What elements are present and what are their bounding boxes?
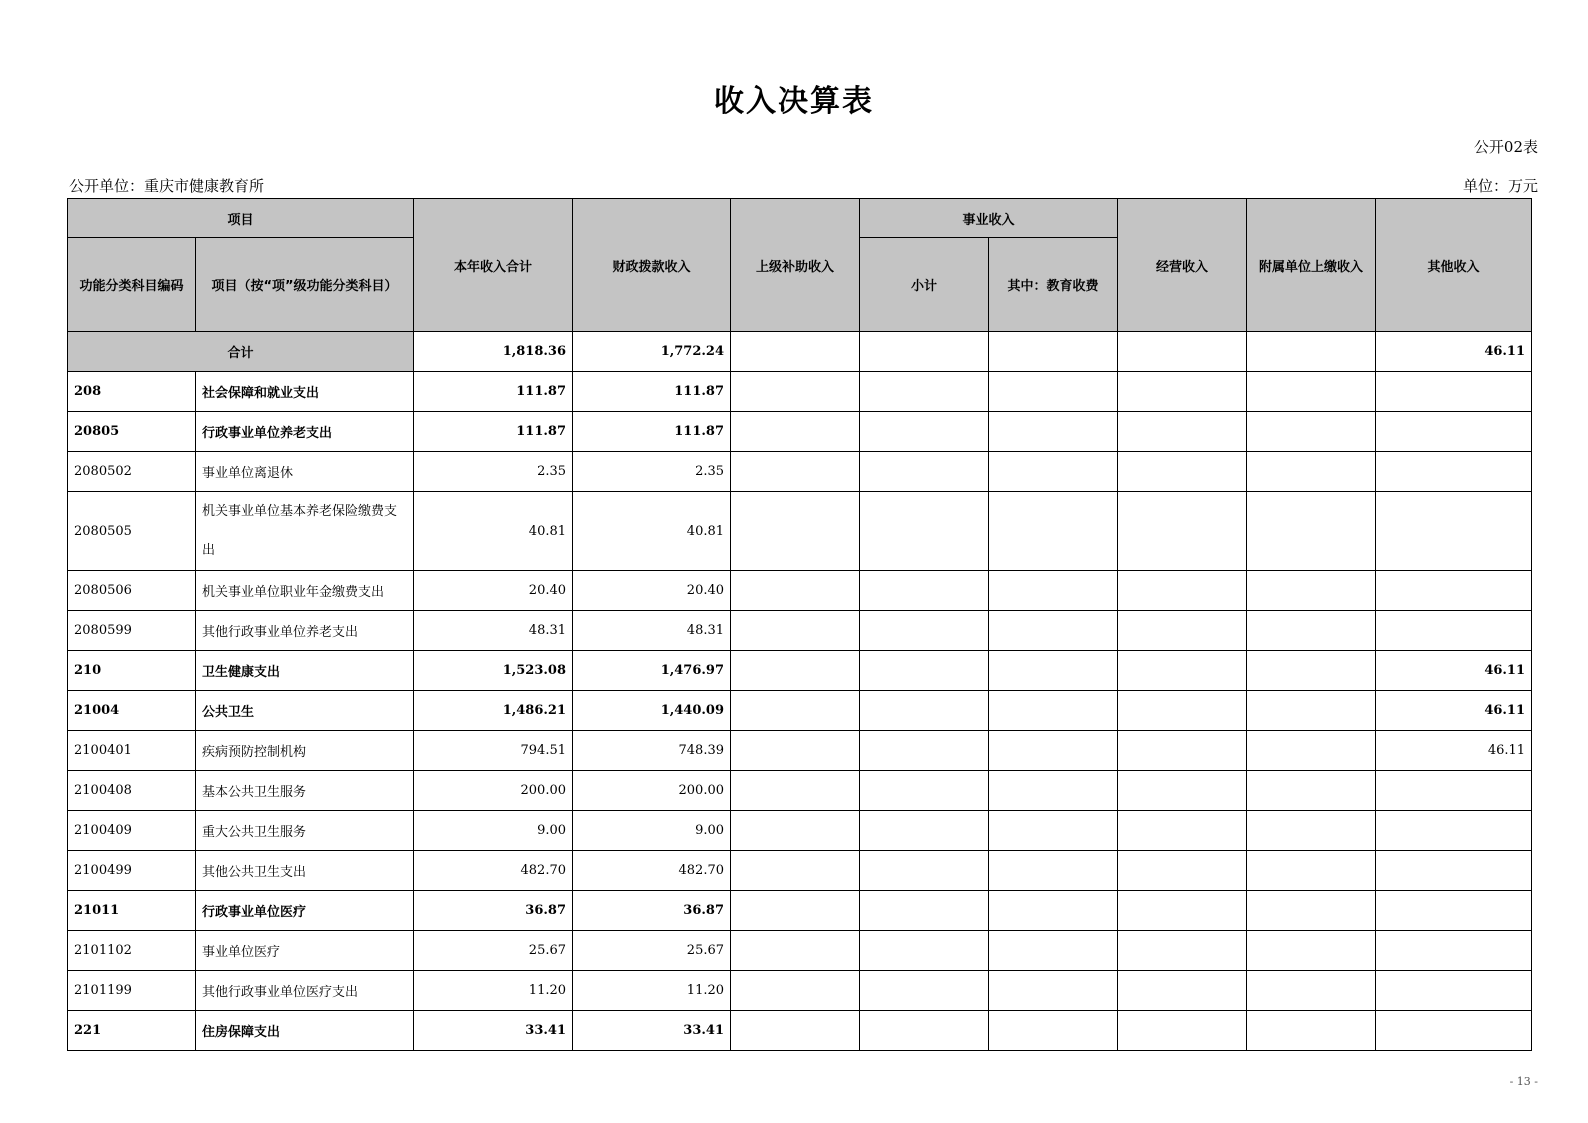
cell-total: 9.00 — [414, 811, 573, 851]
cell-name: 其他行政事业单位养老支出 — [196, 611, 414, 651]
table-header — [68, 199, 1532, 332]
cell-operating — [1118, 651, 1247, 691]
table-row — [68, 811, 1532, 851]
cell-affiliated — [1247, 492, 1376, 571]
cell-total: 2.35 — [414, 452, 573, 492]
total-cell-operating — [1118, 332, 1247, 372]
cell-name: 卫生健康支出 — [196, 651, 414, 691]
cell-code: 210 — [68, 651, 196, 691]
cell-code: 2101102 — [68, 931, 196, 971]
cell-other — [1376, 891, 1532, 931]
table-row — [68, 1011, 1532, 1051]
cell-operating — [1118, 851, 1247, 891]
header-education: 其中：教育收费 — [989, 238, 1118, 332]
cell-code: 2100409 — [68, 811, 196, 851]
cell-other — [1376, 811, 1532, 851]
cell-superior — [731, 492, 860, 571]
cell-name: 社会保障和就业支出 — [196, 372, 414, 412]
cell-total: 111.87 — [414, 372, 573, 412]
cell-fiscal: 48.31 — [573, 611, 731, 651]
cell-education — [989, 571, 1118, 611]
cell-affiliated — [1247, 1011, 1376, 1051]
total-cell-fiscal: 1,772.24 — [573, 332, 731, 372]
cell-operating — [1118, 811, 1247, 851]
cell-affiliated — [1247, 771, 1376, 811]
cell-fiscal: 111.87 — [573, 372, 731, 412]
cell-education — [989, 851, 1118, 891]
header-business: 事业收入 — [860, 199, 1118, 238]
total-cell-other: 46.11 — [1376, 332, 1532, 372]
cell-education — [989, 452, 1118, 492]
header-subtotal: 小计 — [860, 238, 989, 332]
cell-affiliated — [1247, 651, 1376, 691]
cell-total: 36.87 — [414, 891, 573, 931]
cell-code: 2080502 — [68, 452, 196, 492]
cell-education — [989, 731, 1118, 771]
income-table — [67, 198, 1532, 1051]
header-item: 项目 — [68, 199, 414, 238]
cell-code: 2080506 — [68, 571, 196, 611]
cell-subtotal — [860, 971, 989, 1011]
cell-code: 2100408 — [68, 771, 196, 811]
cell-fiscal: 482.70 — [573, 851, 731, 891]
table-row — [68, 771, 1532, 811]
cell-other — [1376, 931, 1532, 971]
cell-affiliated — [1247, 851, 1376, 891]
cell-name: 重大公共卫生服务 — [196, 811, 414, 851]
cell-superior — [731, 651, 860, 691]
cell-name: 其他公共卫生支出 — [196, 851, 414, 891]
cell-operating — [1118, 731, 1247, 771]
header-affiliated: 附属单位上缴收入 — [1247, 199, 1376, 332]
total-cell-affiliated — [1247, 332, 1376, 372]
cell-total: 1,523.08 — [414, 651, 573, 691]
cell-code: 221 — [68, 1011, 196, 1051]
cell-name: 其他行政事业单位医疗支出 — [196, 971, 414, 1011]
cell-subtotal — [860, 771, 989, 811]
cell-subtotal — [860, 651, 989, 691]
cell-fiscal: 33.41 — [573, 1011, 731, 1051]
table-row — [68, 651, 1532, 691]
table-row — [68, 891, 1532, 931]
cell-education — [989, 971, 1118, 1011]
page-title: 收入决算表 — [714, 84, 874, 119]
cell-affiliated — [1247, 571, 1376, 611]
cell-subtotal — [860, 412, 989, 452]
cell-operating — [1118, 1011, 1247, 1051]
cell-subtotal — [860, 571, 989, 611]
cell-operating — [1118, 931, 1247, 971]
cell-name: 行政事业单位养老支出 — [196, 412, 414, 452]
cell-subtotal — [860, 691, 989, 731]
cell-other: 46.11 — [1376, 731, 1532, 771]
cell-fiscal: 1,476.97 — [573, 651, 731, 691]
cell-fiscal: 111.87 — [573, 412, 731, 452]
cell-total: 33.41 — [414, 1011, 573, 1051]
cell-operating — [1118, 571, 1247, 611]
cell-name: 疾病预防控制机构 — [196, 731, 414, 771]
cell-superior — [731, 1011, 860, 1051]
cell-operating — [1118, 691, 1247, 731]
cell-operating — [1118, 771, 1247, 811]
cell-operating — [1118, 452, 1247, 492]
cell-superior — [731, 571, 860, 611]
table-row — [68, 452, 1532, 492]
total-cell-education — [989, 332, 1118, 372]
cell-operating — [1118, 971, 1247, 1011]
table-row — [68, 571, 1532, 611]
cell-subtotal — [860, 492, 989, 571]
cell-affiliated — [1247, 931, 1376, 971]
cell-total: 1,486.21 — [414, 691, 573, 731]
cell-fiscal: 748.39 — [573, 731, 731, 771]
cell-fiscal: 25.67 — [573, 931, 731, 971]
cell-operating — [1118, 372, 1247, 412]
cell-code: 21004 — [68, 691, 196, 731]
cell-total: 11.20 — [414, 971, 573, 1011]
cell-total: 48.31 — [414, 611, 573, 651]
cell-name: 住房保障支出 — [196, 1011, 414, 1051]
total-cell-total: 1,818.36 — [414, 332, 573, 372]
cell-name: 行政事业单位医疗 — [196, 891, 414, 931]
table-row — [68, 971, 1532, 1011]
cell-education — [989, 611, 1118, 651]
cell-affiliated — [1247, 971, 1376, 1011]
cell-subtotal — [860, 891, 989, 931]
table-row — [68, 731, 1532, 771]
cell-affiliated — [1247, 691, 1376, 731]
table-row — [68, 611, 1532, 651]
cell-fiscal: 2.35 — [573, 452, 731, 492]
cell-other — [1376, 971, 1532, 1011]
cell-code: 2101199 — [68, 971, 196, 1011]
cell-operating — [1118, 412, 1247, 452]
cell-education — [989, 651, 1118, 691]
cell-education — [989, 931, 1118, 971]
cell-name: 事业单位医疗 — [196, 931, 414, 971]
cell-code: 208 — [68, 372, 196, 412]
cell-education — [989, 1011, 1118, 1051]
cell-name: 机关事业单位基本养老保险缴费支出 — [196, 492, 414, 571]
cell-superior — [731, 412, 860, 452]
cell-total: 25.67 — [414, 931, 573, 971]
header-name: 项目（按“项”级功能分类科目） — [196, 238, 414, 332]
cell-superior — [731, 691, 860, 731]
cell-subtotal — [860, 931, 989, 971]
cell-superior — [731, 891, 860, 931]
table-row — [68, 412, 1532, 452]
header-superior: 上级补助收入 — [731, 199, 860, 332]
header-other: 其他收入 — [1376, 199, 1532, 332]
cell-code: 21011 — [68, 891, 196, 931]
cell-total: 40.81 — [414, 492, 573, 571]
cell-education — [989, 691, 1118, 731]
cell-other — [1376, 771, 1532, 811]
unit-label: 单位：万元 — [1462, 177, 1538, 195]
header-fiscal: 财政拨款收入 — [573, 199, 731, 332]
cell-other — [1376, 611, 1532, 651]
cell-other — [1376, 1011, 1532, 1051]
cell-other: 46.11 — [1376, 691, 1532, 731]
cell-superior — [731, 452, 860, 492]
cell-superior — [731, 731, 860, 771]
cell-fiscal: 20.40 — [573, 571, 731, 611]
header-operating: 经营收入 — [1118, 199, 1247, 332]
cell-name: 公共卫生 — [196, 691, 414, 731]
cell-code: 2100401 — [68, 731, 196, 771]
cell-subtotal — [860, 731, 989, 771]
cell-operating — [1118, 611, 1247, 651]
cell-affiliated — [1247, 811, 1376, 851]
cell-education — [989, 412, 1118, 452]
cell-superior — [731, 771, 860, 811]
total-cell-subtotal — [860, 332, 989, 372]
organization-label: 公开单位：重庆市健康教育所 — [69, 177, 265, 195]
cell-subtotal — [860, 851, 989, 891]
cell-subtotal — [860, 611, 989, 651]
cell-subtotal — [860, 1011, 989, 1051]
table-row — [68, 492, 1532, 571]
total-label: 合计 — [68, 332, 414, 372]
cell-superior — [731, 851, 860, 891]
cell-fiscal: 200.00 — [573, 771, 731, 811]
cell-education — [989, 811, 1118, 851]
cell-affiliated — [1247, 452, 1376, 492]
table-row — [68, 691, 1532, 731]
cell-other — [1376, 452, 1532, 492]
cell-other: 46.11 — [1376, 651, 1532, 691]
header-code: 功能分类科目编码 — [68, 238, 196, 332]
cell-education — [989, 492, 1118, 571]
cell-education — [989, 771, 1118, 811]
total-cell-superior — [731, 332, 860, 372]
cell-code: 20805 — [68, 412, 196, 452]
cell-affiliated — [1247, 891, 1376, 931]
table-row — [68, 372, 1532, 412]
cell-affiliated — [1247, 731, 1376, 771]
header-total: 本年收入合计 — [414, 199, 573, 332]
cell-other — [1376, 372, 1532, 412]
cell-operating — [1118, 492, 1247, 571]
cell-affiliated — [1247, 611, 1376, 651]
table-body — [68, 332, 1532, 1051]
form-number: 公开02表 — [1473, 138, 1538, 156]
cell-total: 794.51 — [414, 731, 573, 771]
cell-affiliated — [1247, 372, 1376, 412]
table-row — [68, 931, 1532, 971]
cell-code: 2080505 — [68, 492, 196, 571]
cell-education — [989, 891, 1118, 931]
cell-name: 机关事业单位职业年金缴费支出 — [196, 571, 414, 611]
page-number: - 13 - — [1509, 1075, 1538, 1088]
cell-total: 482.70 — [414, 851, 573, 891]
cell-superior — [731, 611, 860, 651]
cell-total: 111.87 — [414, 412, 573, 452]
cell-subtotal — [860, 372, 989, 412]
cell-subtotal — [860, 452, 989, 492]
cell-education — [989, 372, 1118, 412]
cell-superior — [731, 931, 860, 971]
cell-other — [1376, 851, 1532, 891]
cell-superior — [731, 372, 860, 412]
cell-code: 2100499 — [68, 851, 196, 891]
cell-name: 基本公共卫生服务 — [196, 771, 414, 811]
total-row — [68, 332, 1532, 372]
cell-fiscal: 11.20 — [573, 971, 731, 1011]
cell-total: 200.00 — [414, 771, 573, 811]
cell-fiscal: 36.87 — [573, 891, 731, 931]
cell-other — [1376, 492, 1532, 571]
cell-fiscal: 40.81 — [573, 492, 731, 571]
cell-other — [1376, 412, 1532, 452]
cell-affiliated — [1247, 412, 1376, 452]
cell-fiscal: 9.00 — [573, 811, 731, 851]
table-row — [68, 851, 1532, 891]
cell-code: 2080599 — [68, 611, 196, 651]
cell-subtotal — [860, 811, 989, 851]
cell-total: 20.40 — [414, 571, 573, 611]
cell-fiscal: 1,440.09 — [573, 691, 731, 731]
cell-superior — [731, 811, 860, 851]
cell-name: 事业单位离退休 — [196, 452, 414, 492]
cell-superior — [731, 971, 860, 1011]
cell-operating — [1118, 891, 1247, 931]
cell-other — [1376, 571, 1532, 611]
